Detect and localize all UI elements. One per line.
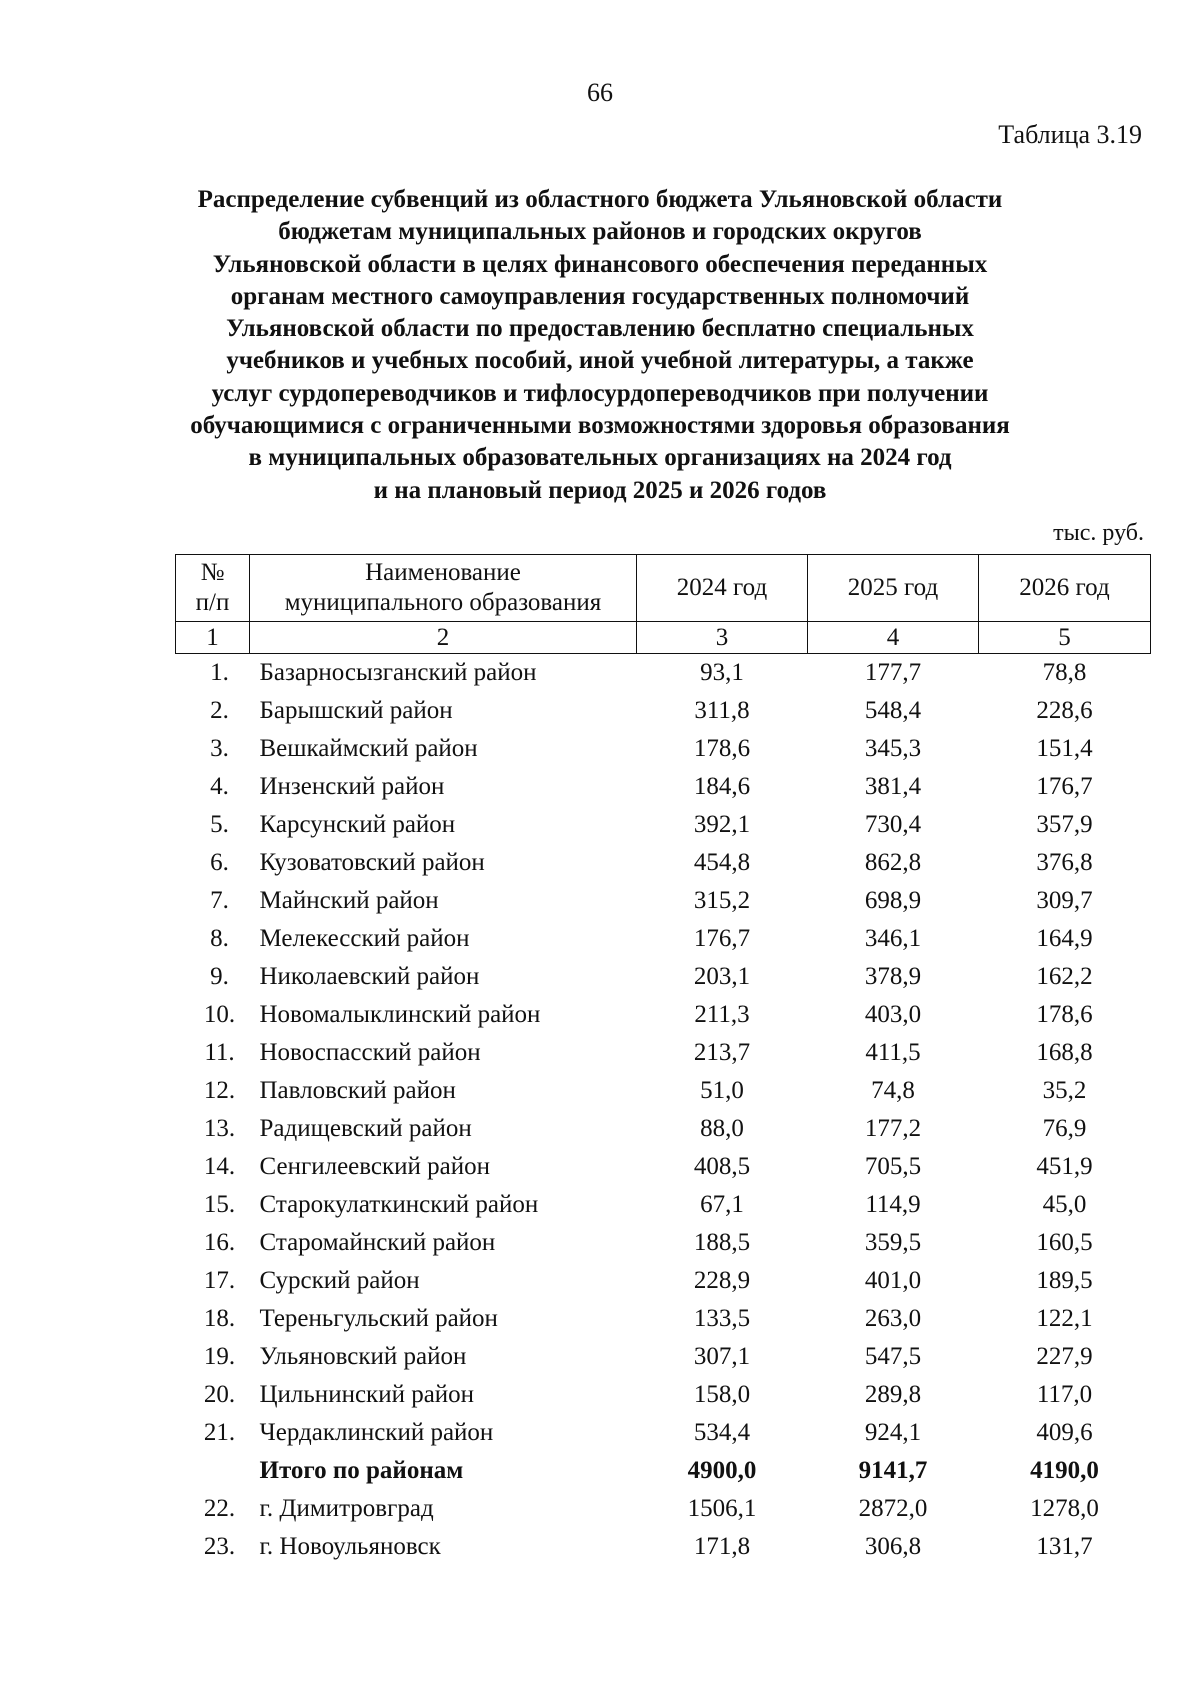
value-2025: 548,4 [864,697,922,724]
row-name: Тереньгульский район [259,1305,498,1332]
row-number: 15. [203,1191,236,1218]
table-row [176,882,1151,920]
row-number: 19. [203,1343,236,1370]
value-2025: 381,4 [864,773,922,800]
row-name: Кузоватовский район [259,849,485,876]
value-2026: 309,7 [1036,887,1093,914]
table-row [176,996,1151,1034]
row-name: Инзенский район [259,773,445,800]
value-2025: 401,0 [864,1267,922,1294]
value-2025: 114,9 [865,1191,921,1218]
row-name: Итого по районам [259,1457,464,1484]
value-2026: 160,5 [1036,1229,1093,1256]
table-label: Таблица 3.19 [998,120,1142,149]
table-row [176,1528,1151,1566]
title-line: учебников и учебных пособий, иной учебной литературы, а также [226,347,974,375]
value-2024: 211,3 [694,1001,750,1028]
table-total-row [176,1452,1151,1490]
row-number: 21. [203,1419,236,1446]
row-name: Николаевский район [259,963,480,990]
table-header-row [176,555,1151,622]
value-2025: 862,8 [864,849,922,876]
row-number: 14. [203,1153,236,1180]
row-name: Мелекесский район [259,925,470,952]
value-2026: 178,6 [1036,1001,1093,1028]
value-2024: 158,0 [693,1381,751,1408]
value-2025: 924,1 [864,1419,922,1446]
value-2024: 213,7 [693,1039,751,1066]
table-row [176,1414,1151,1452]
row-name: Новоспасский район [259,1039,481,1066]
column-index: 4 [808,622,979,654]
table-row [176,1490,1151,1528]
value-2026: 168,8 [1036,1039,1093,1066]
value-2025: 306,8 [864,1533,922,1560]
title-line: Ульяновской области в целях финансового обеспечения переданных [212,250,988,278]
row-name: Ульяновский район [259,1343,467,1370]
title-line: обучающимися с ограниченными возможностями здоровья образования [190,412,1010,440]
value-2024: 67,1 [700,1191,744,1218]
value-2024: 307,1 [693,1343,751,1370]
value-2025: 177,7 [864,659,922,686]
value-2024: 133,5 [693,1305,751,1332]
column-index-row [176,622,1151,654]
table-row [176,1110,1151,1148]
value-2024: 184,6 [693,773,751,800]
value-2025: 378,9 [864,963,922,990]
value-2024: 51,0 [700,1077,744,1104]
row-name: Цильнинский район [259,1381,475,1408]
value-2025: 705,5 [864,1153,922,1180]
value-2024: 93,1 [700,659,744,686]
table-row [176,920,1151,958]
table-row [176,1224,1151,1262]
units-label: тыс. руб. [1053,520,1144,546]
table-row [176,692,1151,730]
value-2026: 164,9 [1036,925,1093,952]
value-2026: 35,2 [1042,1077,1087,1104]
value-2024: 176,7 [693,925,751,952]
subvention-table [175,554,1151,1566]
column-index: 1 [176,622,250,654]
value-2025: 289,8 [864,1381,922,1408]
value-2025: 547,5 [864,1343,922,1370]
value-2026: 117,0 [1036,1381,1093,1408]
value-2026: 45,0 [1042,1191,1087,1218]
title-line: бюджетам муниципальных районов и городских округов [278,218,922,246]
value-2026: 357,9 [1036,811,1093,838]
row-number: 18. [203,1305,236,1332]
page-number: 66 [587,78,613,107]
row-name: Радищевский район [259,1115,472,1142]
value-2026: 189,5 [1036,1267,1093,1294]
row-name: Старокулаткинский район [259,1191,539,1218]
table-row [176,844,1151,882]
table-row [176,1072,1151,1110]
value-2026: 151,4 [1036,735,1093,762]
value-2024: 1506,1 [687,1495,757,1522]
row-number: 3. [210,735,229,762]
value-2026: 228,6 [1036,697,1093,724]
value-2025: 9141,7 [858,1457,928,1484]
row-number [176,1452,250,1490]
header-2024: 2024 год [637,555,808,622]
title-line: в муниципальных образовательных организациях на 2024 год [248,444,952,472]
value-2024: 315,2 [693,887,751,914]
value-2026: 376,8 [1036,849,1093,876]
value-2024: 171,8 [693,1533,751,1560]
table-row [176,730,1151,768]
value-2024: 408,5 [693,1153,751,1180]
row-number: 6. [210,849,229,876]
column-index: 2 [250,622,637,654]
row-number: 1. [210,659,229,686]
title-line: Ульяновской области по предоставлению бесплатно специальных [226,315,974,343]
value-2025: 2872,0 [858,1495,928,1522]
table-row [176,1300,1151,1338]
table-row [176,1338,1151,1376]
row-name: Старомайнский район [259,1229,496,1256]
title-line: услуг сурдопереводчиков и тифлосурдопереводчиков при получении [211,379,989,407]
value-2024: 534,4 [693,1419,751,1446]
value-2025: 346,1 [864,925,922,952]
table-row [176,806,1151,844]
table-row [176,768,1151,806]
table-row [176,1186,1151,1224]
value-2025: 403,0 [864,1001,922,1028]
title-line: Распределение субвенций из областного бюджета Ульяновской области [197,186,1003,213]
row-number: 2. [210,697,229,724]
row-name: Карсунский район [259,811,456,838]
row-number: 10. [203,1001,236,1028]
title-line: органам местного самоуправления государственных полномочий [230,282,970,310]
value-2026: 76,9 [1042,1115,1087,1142]
value-2026: 131,7 [1036,1533,1093,1560]
table-row [176,654,1151,693]
row-number: 20. [203,1381,236,1408]
value-2024: 188,5 [693,1229,751,1256]
table-row [176,1034,1151,1072]
value-2025: 411,5 [865,1039,921,1066]
row-number: 22. [203,1495,236,1522]
row-number: 23. [203,1533,236,1560]
row-name: Барышский район [259,697,453,724]
value-2025: 345,3 [864,735,922,762]
value-2024: 392,1 [693,811,751,838]
row-number: 8. [210,925,229,952]
row-name: г. Димитровград [259,1495,434,1522]
table-row [176,1376,1151,1414]
row-number: 4. [210,773,229,800]
table-row [176,958,1151,996]
header-num: № п/п [176,555,250,622]
row-name: Павловский район [259,1077,456,1104]
row-number: 11. [204,1039,235,1066]
value-2025: 730,4 [864,811,922,838]
value-2026: 409,6 [1036,1419,1093,1446]
table-row [176,1262,1151,1300]
value-2024: 454,8 [693,849,751,876]
row-number: 7. [210,887,229,914]
value-2025: 177,2 [864,1115,922,1142]
value-2024: 178,6 [693,735,751,762]
row-name: Сурский район [259,1267,420,1294]
value-2024: 311,8 [694,697,750,724]
row-name: Сенгилеевский район [259,1153,491,1180]
row-number: 12. [203,1077,236,1104]
value-2026: 176,7 [1036,773,1093,800]
header-name: Наименование муниципального образования [250,555,637,622]
column-index: 3 [637,622,808,654]
document-title [150,184,1050,507]
row-number: 5. [210,811,229,838]
row-name: Новомалыклинский район [259,1001,541,1028]
column-index: 5 [979,622,1151,654]
row-number: 13. [203,1115,236,1142]
row-number: 17. [203,1267,236,1294]
value-2026: 122,1 [1036,1305,1093,1332]
row-name: Базарносызганский район [259,659,537,686]
value-2024: 228,9 [693,1267,751,1294]
row-name: Майнский район [259,887,439,914]
value-2024: 88,0 [700,1115,744,1142]
row-number: 9. [210,963,229,990]
title-line: и на плановый период 2025 и 2026 годов [373,476,827,504]
value-2025: 263,0 [864,1305,922,1332]
table-row [176,1148,1151,1186]
row-number: 16. [203,1229,236,1256]
header-2026: 2026 год [979,555,1151,622]
header-2025: 2025 год [808,555,979,622]
row-name: Вешкаймский район [259,735,478,762]
value-2026: 162,2 [1036,963,1093,990]
value-2026: 4190,0 [1030,1457,1099,1484]
value-2026: 78,8 [1042,659,1087,686]
value-2025: 359,5 [864,1229,922,1256]
value-2024: 4900,0 [687,1457,757,1484]
value-2024: 203,1 [693,963,751,990]
row-name: Чердаклинский район [259,1419,494,1446]
row-name: г. Новоульяновск [259,1533,441,1560]
value-2026: 1278,0 [1030,1495,1099,1522]
value-2025: 74,8 [871,1077,915,1104]
value-2026: 451,9 [1036,1153,1093,1180]
value-2025: 698,9 [864,887,922,914]
table-body [176,654,1151,1567]
value-2026: 227,9 [1036,1343,1093,1370]
